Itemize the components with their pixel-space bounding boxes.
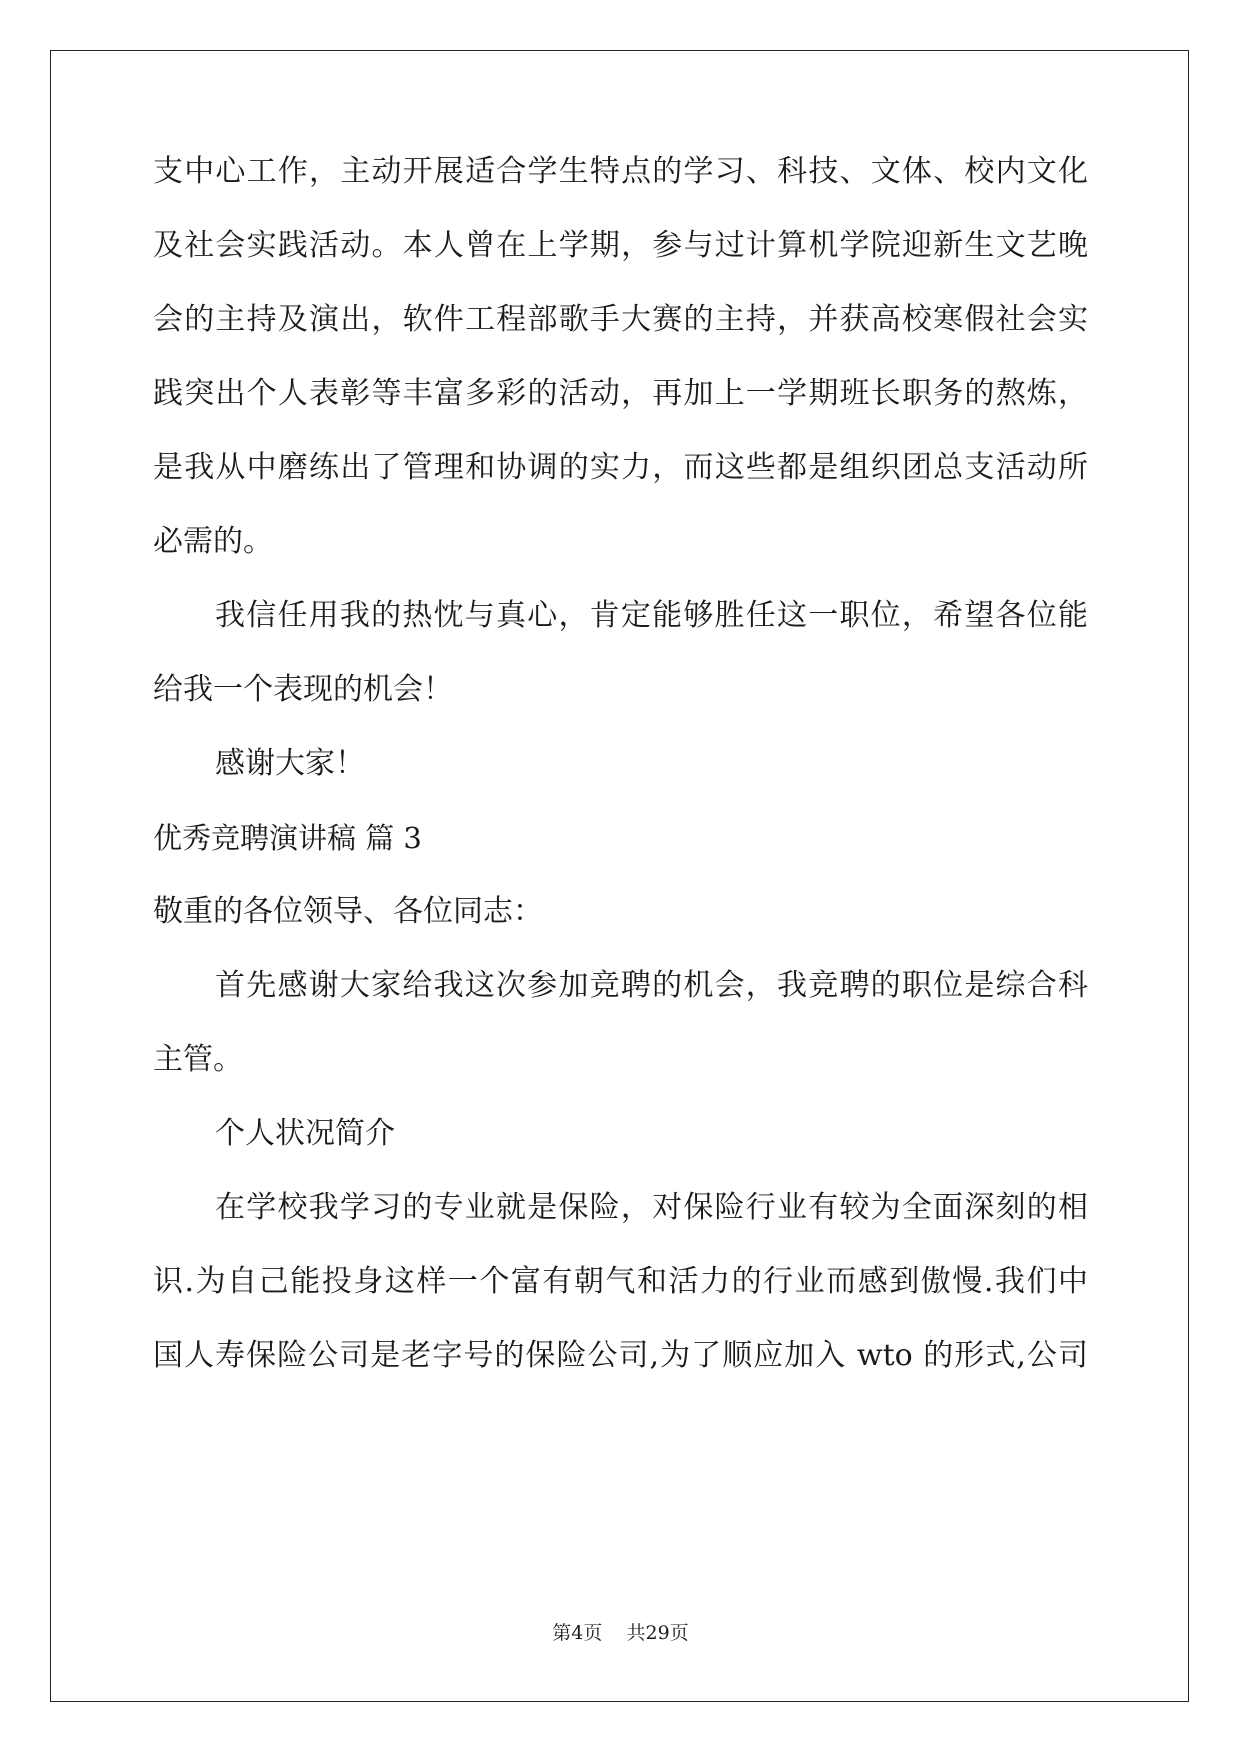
paragraph-line: 必需的。 [153, 524, 273, 559]
paragraph-line: 我信任用我的热忱与真心，肯定能够胜任这一职位，希望各位能 [215, 598, 1088, 633]
subheading: 个人状况简介 [215, 1116, 395, 1151]
paragraph-line: 主管。 [153, 1042, 243, 1077]
paragraph-line: 支中心工作，主动开展适合学生特点的学习、科技、文体、校内文化 [153, 154, 1088, 189]
paragraph-line: 首先感谢大家给我这次参加竞聘的机会，我竞聘的职位是综合科 [215, 968, 1088, 1003]
paragraph-line: 在学校我学习的专业就是保险，对保险行业有较为全面深刻的相 [215, 1190, 1088, 1225]
paragraph-line: 感谢大家！ [215, 746, 365, 781]
paragraph-line: 国人寿保险公司是老字号的保险公司,为了顺应加入 wto 的形式,公司 [153, 1338, 1088, 1373]
page-number-footer: 第4页 共29页 [552, 1622, 689, 1644]
paragraph-line: 会的主持及演出，软件工程部歌手大赛的主持，并获高校寒假社会实 [153, 302, 1088, 337]
paragraph-line: 识.为自己能投身这样一个富有朝气和活力的行业而感到傲慢.我们中 [153, 1264, 1088, 1299]
section-heading: 优秀竞聘演讲稿 篇 3 [153, 821, 422, 855]
paragraph-line: 及社会实践活动。本人曾在上学期，参与过计算机学院迎新生文艺晚 [153, 228, 1088, 263]
page-border [50, 50, 1189, 1702]
salutation: 敬重的各位领导、各位同志： [153, 894, 543, 929]
paragraph-line: 是我从中磨练出了管理和协调的实力，而这些都是组织团总支活动所 [153, 450, 1088, 485]
paragraph-line: 给我一个表现的机会！ [153, 672, 453, 707]
paragraph-line: 践突出个人表彰等丰富多彩的活动，再加上一学期班长职务的熬炼， [153, 376, 1088, 411]
